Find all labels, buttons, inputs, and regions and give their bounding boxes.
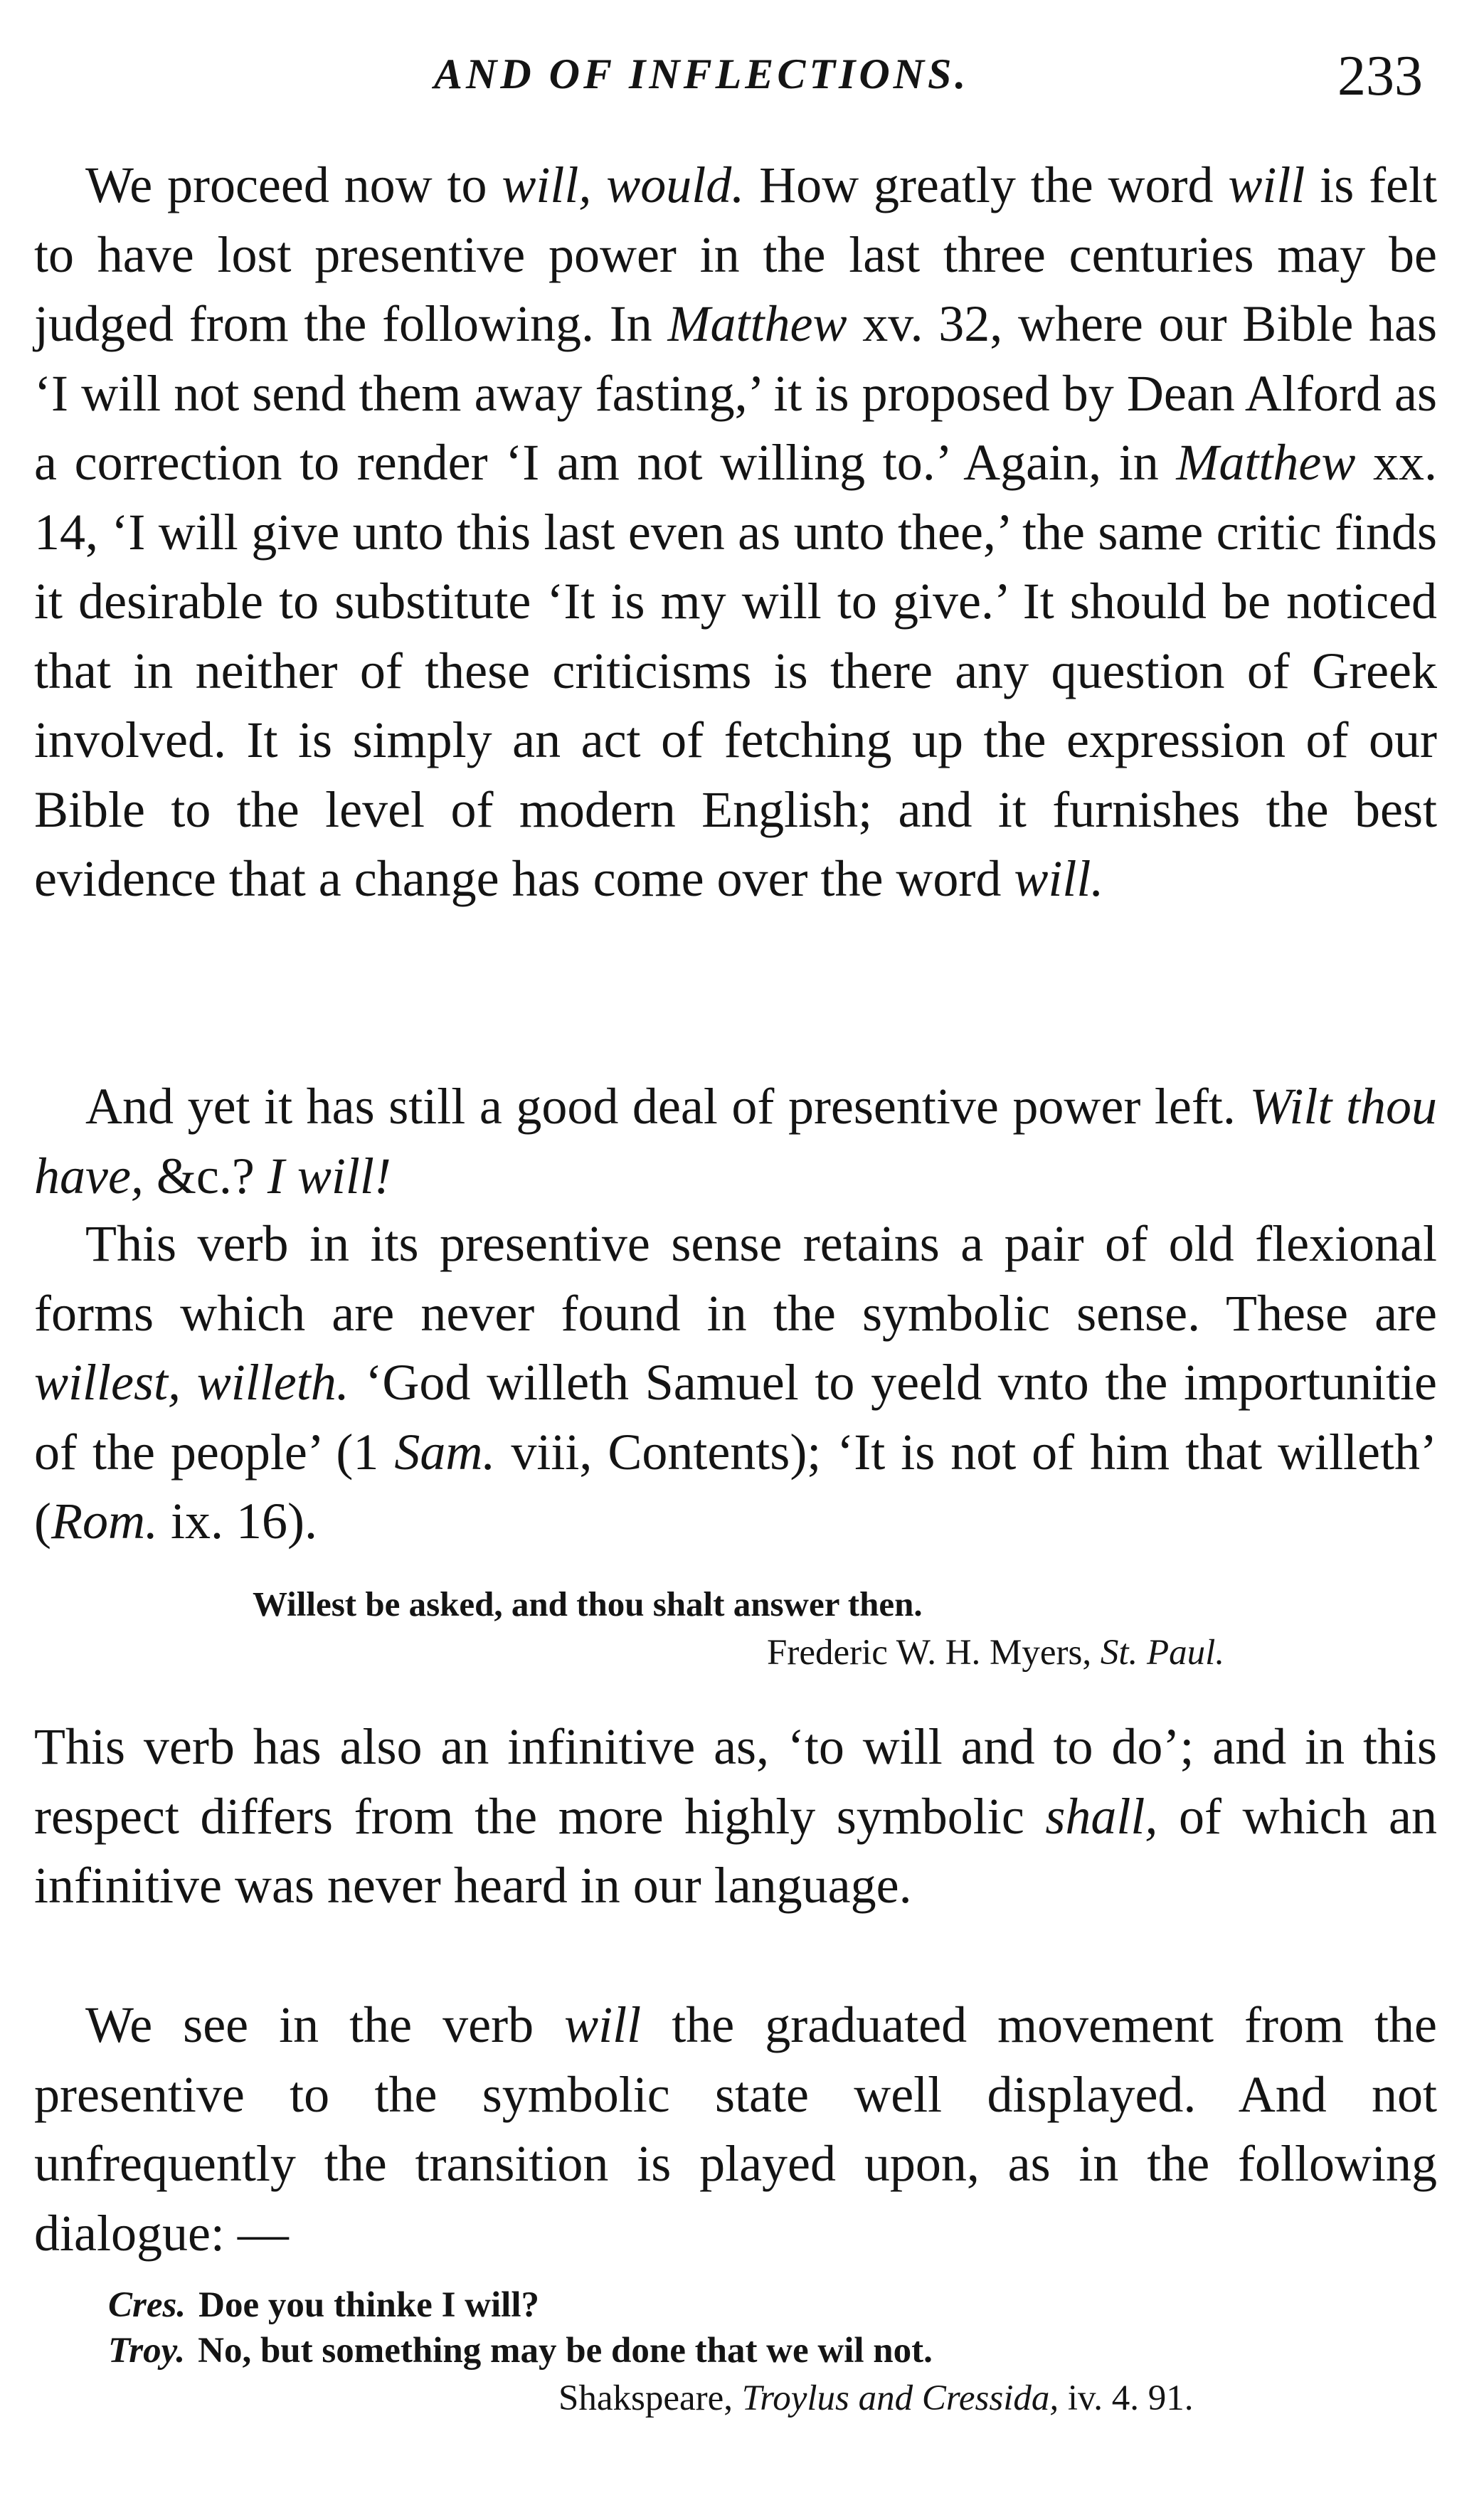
text-span: xv. 32, where our Bible has ‘I will not send them away fasting,’ it is proposed by Dean Alford as a correction to render ‘I am not willing to.’ Again, in bbox=[34, 295, 1438, 491]
dialogue-line-cres bbox=[108, 2281, 539, 2329]
italic-span: willest, willeth. bbox=[34, 1354, 349, 1411]
text-span: &c.? bbox=[143, 1147, 267, 1204]
text-span: How greatly the word bbox=[744, 157, 1229, 213]
paragraph-infinitive bbox=[34, 1712, 1437, 1921]
dialogue-line-troy bbox=[108, 2326, 933, 2375]
text-span: And yet it has still a good deal of presentive power left. bbox=[85, 1078, 1250, 1135]
dialogue-text: No, but something may be done that we wil not. bbox=[198, 2331, 933, 2371]
text-span: is felt to have lost presentive power in the last three centuries may be judged from the following. In bbox=[34, 157, 1438, 352]
paragraph-graduated-movement bbox=[34, 1991, 1437, 2268]
attribution-work: St. Paul. bbox=[1100, 1633, 1225, 1673]
paragraph-presentive-power bbox=[34, 1072, 1437, 1211]
text-span: xx. 14, ‘I will give unto this last even as unto thee,’ the same critic finds it desirable to substitute ‘It is my will to give.’ It should be noticed that in neither of these criticisms is there any question of Greek involved. It is simply an act of fetching up the expression of our Bible to the level of modern English; and it furnishes the best evidence that a change has come over the word bbox=[34, 434, 1438, 907]
text-span: viii, Contents); ‘It is not of him that willeth’ ( bbox=[34, 1423, 1437, 1550]
italic-span: will. bbox=[1014, 850, 1104, 907]
italic-span: will bbox=[1228, 157, 1305, 213]
attribution-author: Frederic W. H. Myers, bbox=[767, 1633, 1101, 1673]
text-span: This verb in its presentive sense retains a pair of old flexional forms which are never found in the symbolic sense. These are bbox=[34, 1215, 1437, 1342]
italic-span: will, would. bbox=[502, 157, 745, 213]
italic-span: Wilt thou have, bbox=[34, 1078, 1437, 1204]
italic-span: will bbox=[564, 1996, 642, 2053]
text-span: ix. 16). bbox=[157, 1493, 317, 1550]
italic-span: Sam. bbox=[394, 1423, 496, 1481]
paragraph-flexional-forms bbox=[34, 1209, 1437, 1557]
source-reference: iv. 4. 91. bbox=[1059, 2378, 1194, 2418]
italic-span: Matthew bbox=[1176, 434, 1356, 491]
verse-attribution bbox=[767, 1629, 1224, 1676]
text-span: the graduated movement from the presentive to the symbolic state well displayed. And not unfrequently the transition is played upon, as in the following dialogue: — bbox=[34, 1996, 1437, 2262]
speaker-cres: Cres. bbox=[108, 2285, 186, 2325]
source-work: Troylus and Cressida, bbox=[741, 2378, 1059, 2418]
text-span: ‘God willeth Samuel to yeeld vnto the importunitie of the people’ (1 bbox=[34, 1354, 1438, 1481]
paragraph-will-would bbox=[34, 151, 1437, 914]
page-number: 233 bbox=[1337, 45, 1423, 107]
running-title: AND OF INFLECTIONS. bbox=[434, 51, 970, 97]
italic-span: I will! bbox=[267, 1147, 391, 1204]
verse-quotation: Willest be asked, and thou shalt answer then. bbox=[253, 1584, 923, 1624]
italic-span: Rom. bbox=[51, 1493, 158, 1550]
text-span: We proceed now to bbox=[85, 157, 502, 213]
speaker-troy: Troy. bbox=[108, 2331, 186, 2371]
text-span: of which an infinitive was never heard in our language. bbox=[34, 1787, 1438, 1914]
running-head bbox=[0, 44, 1484, 108]
source-author: Shakspeare, bbox=[558, 2378, 742, 2418]
italic-span: shall, bbox=[1045, 1787, 1158, 1845]
text-span: This verb has also an infinitive as, ‘to will and to do’; and in this respect differs from the more highly symbolic bbox=[34, 1718, 1437, 1845]
italic-span: Matthew bbox=[667, 295, 847, 352]
text-span: We see in the verb bbox=[85, 1996, 565, 2053]
dialogue-source bbox=[558, 2375, 1194, 2422]
dialogue-text: Doe you thinke I will? bbox=[198, 2285, 540, 2325]
